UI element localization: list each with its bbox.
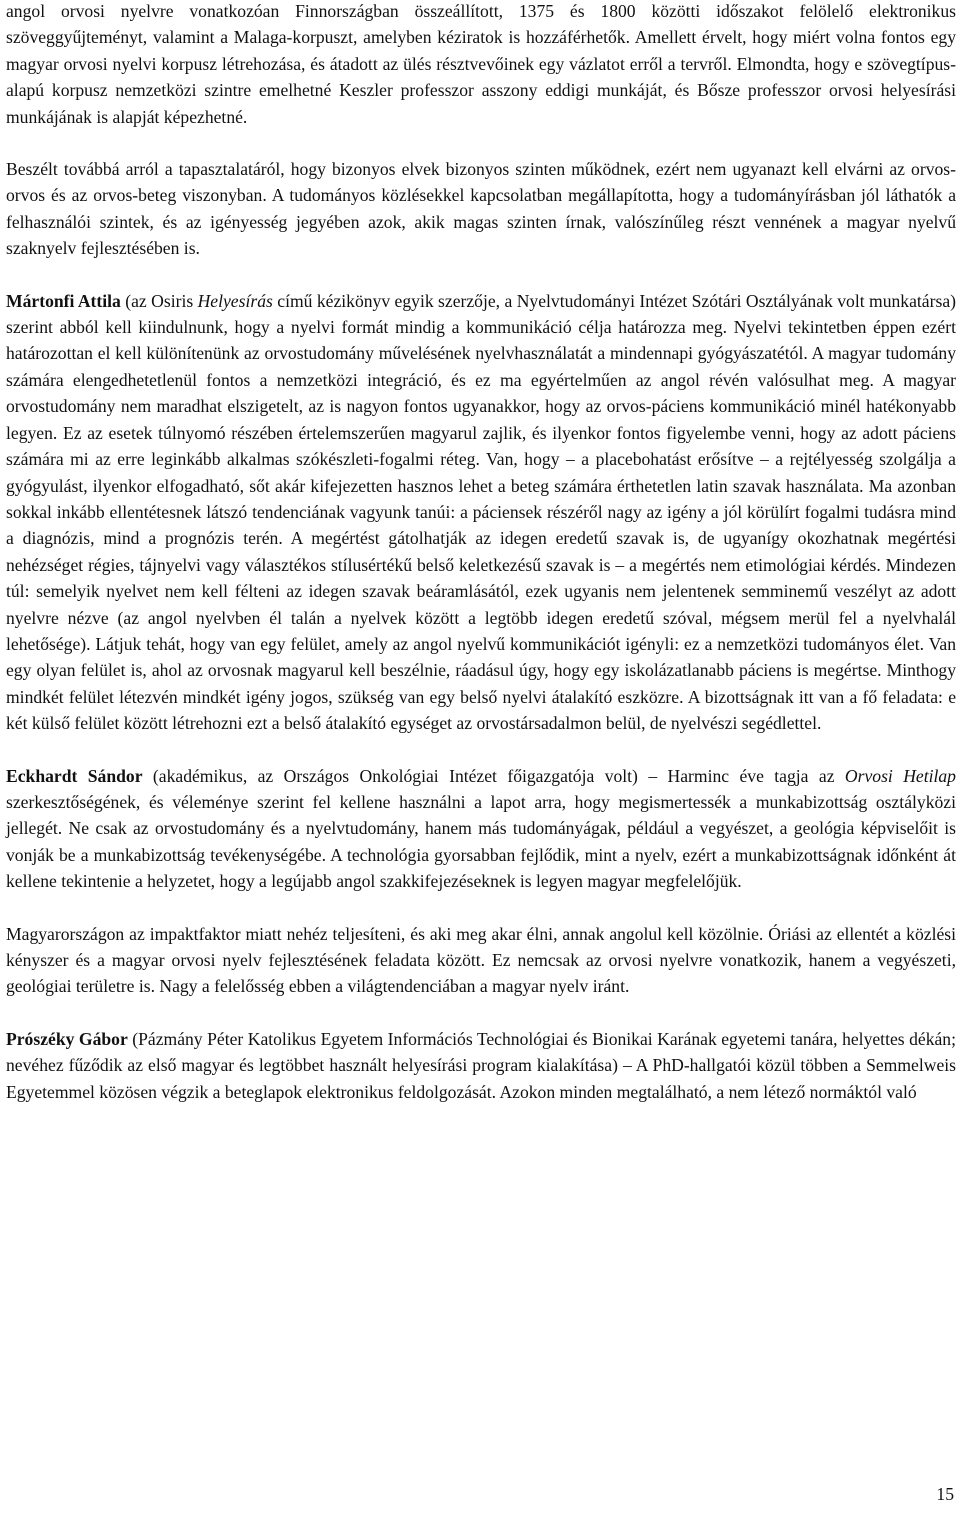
- paragraph-6: [6, 1026, 956, 1105]
- paragraph-6-text: (Pázmány Péter Katolikus Egyetem Információs Technológiai és Bionikai Karának egyetemi tanára, helyettes dékán; nevéhez fűződik az első magyar és legtöbbet használt helyesírási program kialakítása) – A PhD-hallgatói közül többen a Semmelweis Egyetemmel közösen végzik a beteglapok elektronikus feldolgozását. Azokon minden megtalálható, a nem létező normáktól való: [6, 1028, 956, 1102]
- paragraph-1: [6, 0, 956, 130]
- paragraph-4: [6, 763, 956, 895]
- speaker-name-proszeky: Prószéky Gábor: [6, 1028, 128, 1049]
- paragraph-2-text: Beszélt továbbá arról a tapasztalatáról, hogy bizonyos elvek bizonyos szinten működnek, ezért nem ugyanazt kell elvárni az orvos-orvos és az orvos-beteg viszonyban. A tudományos közlésekkel kapcsolatban megállapította, hogy a tudományírásban jól láthatók a felhasználói szintek, és az igényesség jegyében azok, akik magas szinten írnak, valószínűleg részt vennének a magyar nyelvű szaknyelv fejlesztésében is.: [6, 159, 956, 259]
- paragraph-4-intro: – Harminc éve tagja az: [637, 765, 845, 786]
- speaker-name-eckhardt: Eckhardt Sándor: [6, 765, 143, 786]
- book-title-helyesiras: Helyesírás: [197, 290, 273, 311]
- paragraph-4-body: szerkesztőségének, és véleménye szerint fel kellene használni a lapot arra, hogy megismertessék a munkabizottság osztályközi jellegét. Ne csak az orvostudomány és a nyelvtudomány, hanem más tudományágak, például a vegyészet, a geológia képviselőit is vonják be a munkabizottság tevékenységébe. A technológia gyorsabban fejlődik, mint a nyelv, ezért a munkabizottságnak időnként át kellene tekintenie a helyzetet, hogy a legújabb angol szakkifejezéseknek is legyen magyar megfelelőjük.: [6, 791, 956, 892]
- paragraph-2: [6, 156, 956, 262]
- document-page: [6, 0, 956, 1105]
- speaker-name-martonfi: Mártonfi Attila: [6, 290, 121, 311]
- paragraph-3: [6, 288, 956, 737]
- paragraph-4-role: (akadémikus, az Országos Onkológiai Intézet főigazgatója volt): [142, 765, 638, 786]
- paragraph-3-body: című kézikönyv egyik szerzője, a Nyelvtudományi Intézet Szótári Osztályának volt munkatársa) szerint abból kell kiindulnunk, hogy a nyelvi formát mindig a kommunikáció célja határozza meg. Nyelvi tekintetben éppen ezért határozottan el kell különítenünk az orvostudomány művelésének nyelvhasználatát a mindennapi gyógyászatétól. A magyar tudomány számára elengedhetetlenül fontos a nemzetközi integráció, és ez ma egyértelműen az angol révén valósulhat meg. A magyar orvostudomány nem maradhat elszigetelt, az is nagyon fontos ugyanakkor, hogy az orvos-páciens kommunikáció minél hatékonyabb legyen. Ez az esetek túlnyomó részében értelemszerűen magyarul zajlik, és ilyenkor fontos figyelembe venni, hogy az adott páciens számára mi az erre leginkább alkalmas szókészleti-fogalmi réteg. Van, hogy – a placebohatást erősítve – a rejtélyesség szolgálja a gyógyulást, ilyenkor elfogadható, sőt akár kifejezetten hasznos lehet a beteg számára érthetetlen latin szavak használata. Ma azonban sokkal inkább ellentétesnek látszó tendenciának vagyunk tanúi: a páciensek részéről nagy az igény a jól körülírt fogalmi tudásra mind a diagnózis, mind a prognózis terén. A megértést gátolhatják az idegen eredetű szavak is, de ugyanígy okozhatnak megértési nehézséget régies, tájnyelvi vagy választékos stílusértékű belső keletkezésű szavak is – a megértés nem etimológiai kérdés. Mindezen túl: semelyik nyelvet nem kell félteni az idegen szavak beáramlásától, ezek ugyanis nem jelentenek semminemű veszélyt az adott nyelvre nézve (az angol nyelvben él talán a nyelvek között a legtöbb idegen eredetű szóval, mégsem merül fel a nyelvhalál lehetősége). Látjuk tehát, hogy van egy felület, amely az angol nyelvű kommunikációt igényli: ez a nemzetközi tudományos élet. Van egy olyan felület is, ahol az orvosnak magyarul kell beszélnie, ráadásul úgy, hogy egy iskolázatlanabb páciens is megértse. Minthogy mindkét felület létezvén mindkét igény jogos, szükség van egy belső nyelvi átalakító eszközre. A bizottságnak itt van a fő feladata: e két külső felület között létrehozni ezt a belső átalakító egységet az orvostársadalmon belül, de nyelvészi segédlettel.: [6, 290, 956, 734]
- journal-title-orvosi-hetilap: Orvosi Hetilap: [844, 765, 956, 786]
- paragraph-3-intro: (az Osiris: [120, 290, 198, 311]
- paragraph-1-text: angol orvosi nyelvre vonatkozóan Finnországban összeállított, 1375 és 1800 közötti időszakot felölelő elektronikus szöveggyűjteményt, valamint a Malaga-korpuszt, amelyben kéziratok is hozzáférhetők. Amellett érvelt, hogy miért volna fontos egy magyar orvosi nyelvi korpusz létrehozása, és átadott az ülés résztvevőinek egy vázlatot erről a tervről. Elmondta, hogy e szövegtípus-alapú korpusz nemzetközi szintre emelhetné Keszler professzor asszony eddigi munkáját, és Bősze professzor orvosi helyesírási munkájának is alapját képezhetné.: [6, 1, 956, 127]
- paragraph-5-text: Magyarországon az impaktfaktor miatt nehéz teljesíteni, és aki meg akar élni, annak angolul kell közölnie. Óriási az ellentét a közlési kényszer és a magyar orvosi nyelv fejlesztésének feladata között. Ez nemcsak az orvosi nyelvre vonatkozik, hanem a vegyészeti, geológiai területre is. Nagy a felelősség ebben a világtendenciában a magyar nyelv iránt.: [6, 923, 956, 997]
- paragraph-5: [6, 921, 956, 1000]
- page-number: 15: [936, 1484, 954, 1504]
